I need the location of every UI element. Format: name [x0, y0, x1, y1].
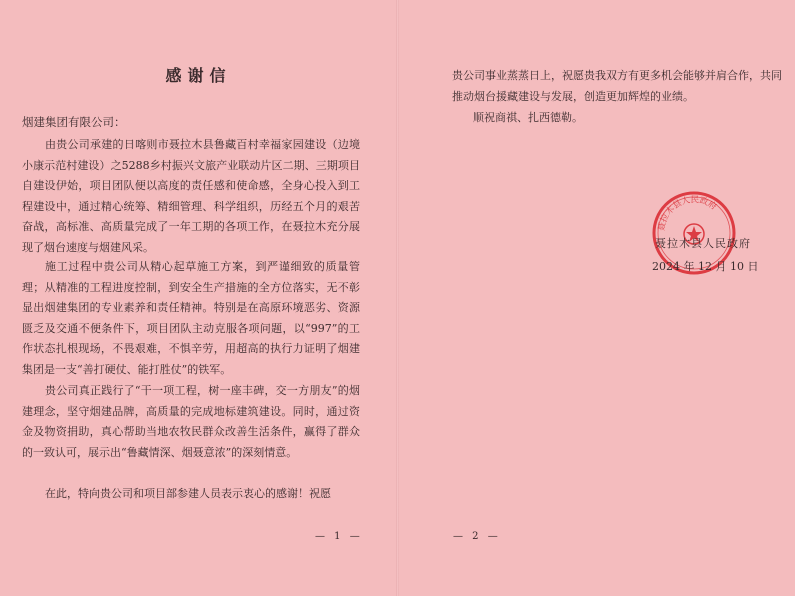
- signature-date: 2024 年 12 月 10 日: [652, 260, 759, 273]
- page-number-2: — 2 —: [453, 531, 501, 542]
- right-paragraph-2: 顺祝商祺、扎西德勒。: [473, 111, 583, 124]
- paragraph-1: 由贵公司承建的日喀则市聂拉木县鲁藏百村幸福家园建设（边境小康示范村建设）之5288乡村振兴文旅产业联动片区二期、三期项目自建设伊始，项目团队便以高度的责任感和使命感，全身心投入到工程建设中，通过精心统筹、精细管理、科学组织，历经五个月的艰苦奋战，高标准、高质量完成了一年工期的各项工作，在聂拉木充分展现了烟台速度与烟建风采。: [22, 138, 360, 254]
- page-number-1: — 1 —: [315, 531, 363, 542]
- svg-text:聂拉木县人民政府: 聂拉木县人民政府: [656, 195, 719, 232]
- salutation: 烟建集团有限公司：: [22, 115, 126, 129]
- signature-organization: 聂拉木县人民政府: [655, 237, 751, 250]
- paragraph-3: 贵公司真正践行了“干一项工程，树一座丰碑，交一方朋友”的烟建理念，坚守烟建品牌，高质量的完成地标建筑建设。同时，通过资金及物资捐助，真心帮助当地农牧民群众改善生活条件，赢得了群众的一致认可，展示出“鲁藏情深、烟聂意浓”的深刻情意。: [22, 384, 360, 459]
- paragraph-4: 在此，特向贵公司和项目部参建人员表示衷心的感谢！祝愿: [45, 487, 331, 500]
- left-page: [0, 0, 397, 596]
- right-paragraph-1: 贵公司事业蒸蒸日上，祝愿贵我双方有更多机会能够并肩合作，共同推动烟台援藏建设与发展，创造更加辉煌的业绩。: [452, 69, 782, 103]
- paragraph-2: 施工过程中贵公司从精心起草施工方案，到严谨细致的质量管理；从精准的工程进度控制，到安全生产措施的全方位落实，无不彰显出烟建集团的专业素养和责任精神。特别是在高原环境恶劣、资源匮乏及交通不便条件下，项目团队主动克服各项问题，以“997”的工作状态扎根现场，不畏艰难，不惧辛劳，用超高的执行力证明了烟建集团是一支“善打硬仗、能打胜仗”的铁军。: [22, 260, 360, 376]
- letter-title: 感谢信: [165, 66, 232, 85]
